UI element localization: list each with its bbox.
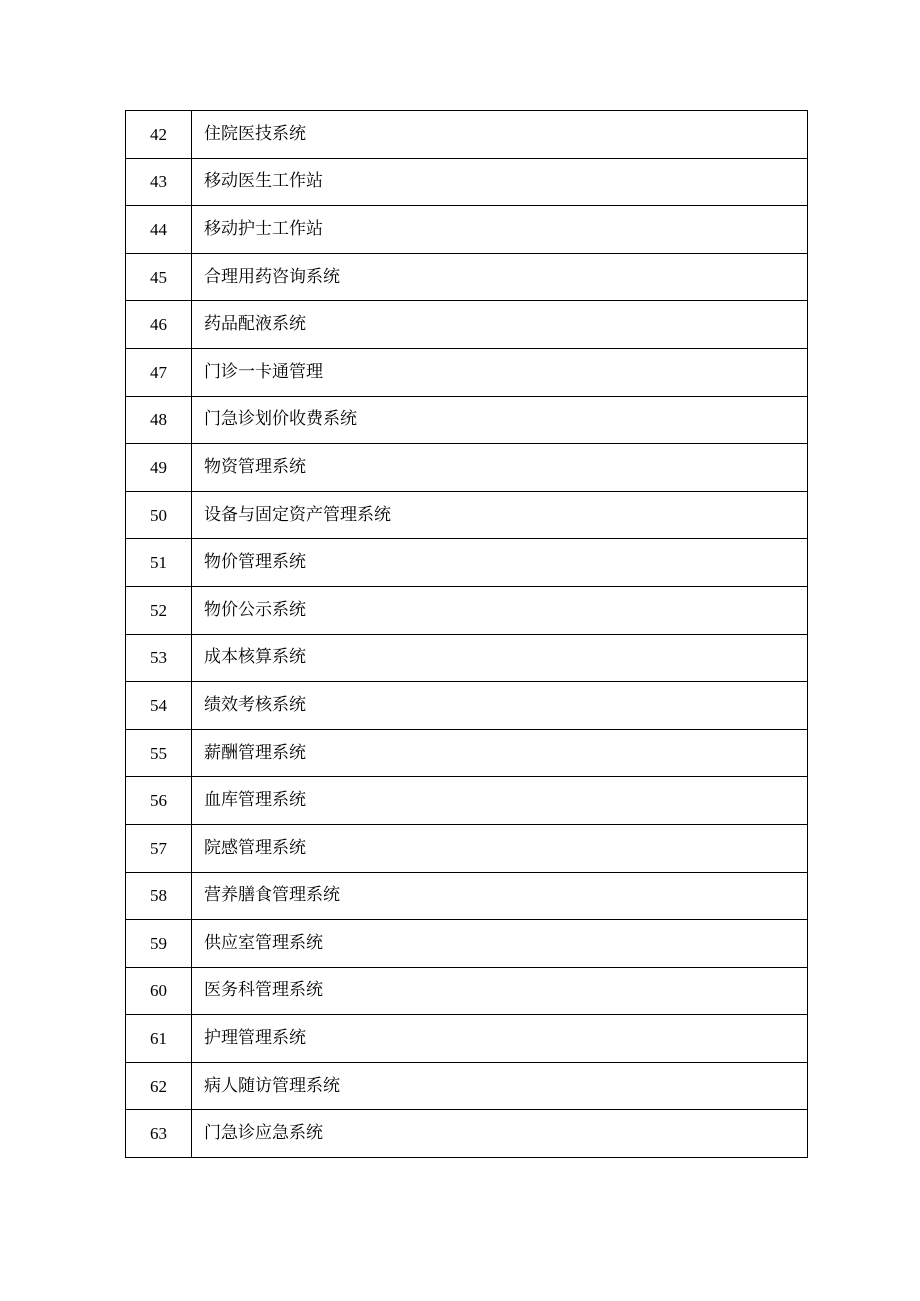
- row-number: 59: [126, 920, 192, 968]
- row-number: 42: [126, 111, 192, 159]
- row-number: 46: [126, 301, 192, 349]
- system-name: 薪酬管理系统: [192, 729, 808, 777]
- table-row: [126, 682, 808, 730]
- table-row: [126, 491, 808, 539]
- table-row: [126, 920, 808, 968]
- row-number: 45: [126, 253, 192, 301]
- row-number: 48: [126, 396, 192, 444]
- system-name: 物资管理系统: [192, 444, 808, 492]
- table-row: [126, 396, 808, 444]
- row-number: 53: [126, 634, 192, 682]
- row-number: 49: [126, 444, 192, 492]
- system-name: 血库管理系统: [192, 777, 808, 825]
- system-name: 门诊一卡通管理: [192, 348, 808, 396]
- table-row: [126, 1062, 808, 1110]
- system-list-body: [126, 111, 808, 1158]
- system-name: 供应室管理系统: [192, 920, 808, 968]
- row-number: 63: [126, 1110, 192, 1158]
- system-name: 绩效考核系统: [192, 682, 808, 730]
- row-number: 52: [126, 586, 192, 634]
- table-row: [126, 206, 808, 254]
- row-number: 55: [126, 729, 192, 777]
- table-row: [126, 872, 808, 920]
- row-number: 47: [126, 348, 192, 396]
- row-number: 60: [126, 967, 192, 1015]
- row-number: 44: [126, 206, 192, 254]
- system-name: 设备与固定资产管理系统: [192, 491, 808, 539]
- row-number: 51: [126, 539, 192, 587]
- system-name: 移动护士工作站: [192, 206, 808, 254]
- system-name: 成本核算系统: [192, 634, 808, 682]
- system-list-table: [125, 110, 808, 1158]
- table-row: [126, 253, 808, 301]
- table-row: [126, 301, 808, 349]
- system-name: 门急诊划价收费系统: [192, 396, 808, 444]
- system-name: 住院医技系统: [192, 111, 808, 159]
- system-name: 物价公示系统: [192, 586, 808, 634]
- row-number: 57: [126, 824, 192, 872]
- table-row: [126, 634, 808, 682]
- system-name: 院感管理系统: [192, 824, 808, 872]
- table-row: [126, 158, 808, 206]
- row-number: 54: [126, 682, 192, 730]
- system-name: 营养膳食管理系统: [192, 872, 808, 920]
- table-row: [126, 967, 808, 1015]
- row-number: 43: [126, 158, 192, 206]
- row-number: 56: [126, 777, 192, 825]
- row-number: 58: [126, 872, 192, 920]
- system-name: 门急诊应急系统: [192, 1110, 808, 1158]
- system-name: 物价管理系统: [192, 539, 808, 587]
- system-name: 病人随访管理系统: [192, 1062, 808, 1110]
- system-name: 护理管理系统: [192, 1015, 808, 1063]
- row-number: 61: [126, 1015, 192, 1063]
- table-row: [126, 586, 808, 634]
- table-row: [126, 444, 808, 492]
- table-row: [126, 777, 808, 825]
- table-row: [126, 824, 808, 872]
- system-name: 医务科管理系统: [192, 967, 808, 1015]
- system-name: 移动医生工作站: [192, 158, 808, 206]
- table-row: [126, 729, 808, 777]
- table-row: [126, 1015, 808, 1063]
- system-name: 药品配液系统: [192, 301, 808, 349]
- row-number: 62: [126, 1062, 192, 1110]
- row-number: 50: [126, 491, 192, 539]
- table-row: [126, 1110, 808, 1158]
- table-row: [126, 348, 808, 396]
- system-name: 合理用药咨询系统: [192, 253, 808, 301]
- table-row: [126, 539, 808, 587]
- table-row: [126, 111, 808, 159]
